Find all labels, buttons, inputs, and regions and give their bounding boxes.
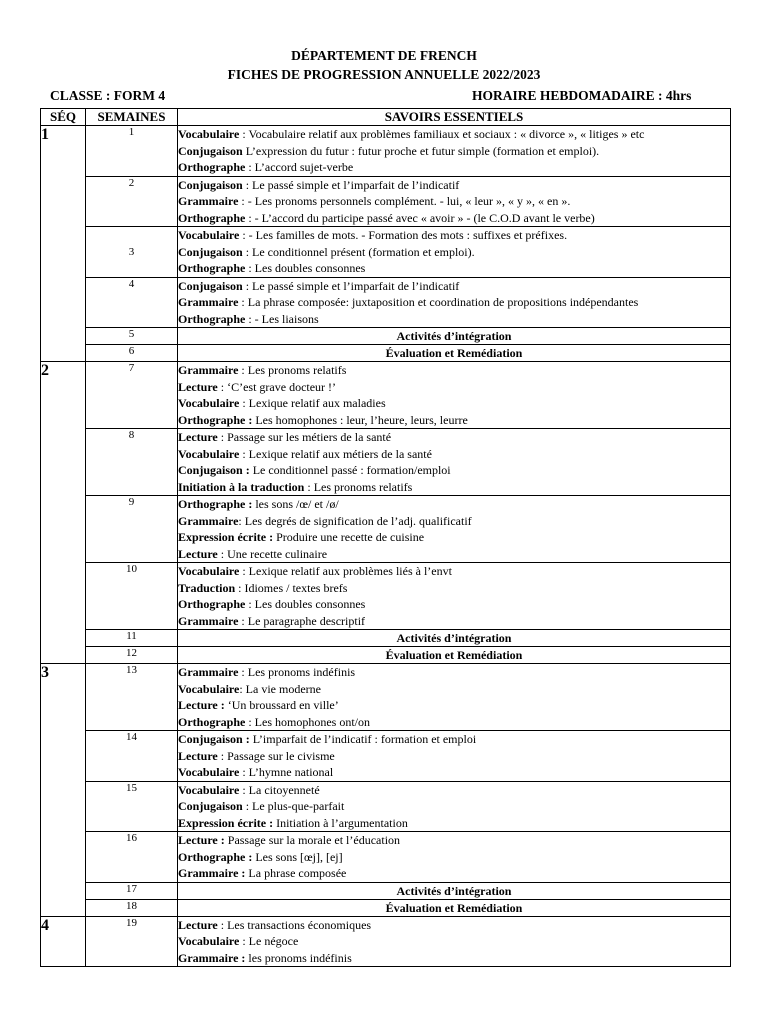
table-row-special [41,328,731,345]
subject-text: : Les pronoms indéfinis [238,665,356,679]
subject-text: Produire une recette de cuisine [273,530,425,544]
department-title: DÉPARTEMENT DE FRENCH [291,48,477,63]
subject-text: les pronoms indéfinis [245,950,352,965]
subject-label: Vocabulaire [178,564,240,578]
table-row-special [41,345,731,362]
subject-label: Lecture [178,546,218,561]
subject-label: Grammaire [178,513,239,528]
subject-label: Vocabulaire [178,782,240,797]
savoir-line [178,714,730,731]
subject-label: Grammaire [178,665,239,679]
savoir-line [178,462,730,479]
savoir-line [178,362,730,379]
savoirs-cell [178,277,731,328]
subject-label: Orthographe [178,261,246,275]
savoir-line [178,294,730,311]
subject-label: Conjugaison [178,278,243,293]
table-row [41,832,731,883]
savoir-line [178,260,730,277]
savoir-line [178,159,730,176]
table-row [41,496,731,563]
table-row-special [41,647,731,664]
savoir-line [178,865,730,882]
sequence-number: 4 [41,916,86,967]
subject-text: L’imparfait de l’indicatif : formation et emploi [249,732,477,746]
savoir-line [178,697,730,714]
subject-text: : Le passé simple et l’imparfait de l’indicatif [242,177,460,192]
subject-text: : Les doubles consonnes [245,597,366,611]
subject-label: Conjugaison [178,143,243,158]
subject-text: : Les homophones ont/on [245,714,371,729]
subject-label: Grammaire [178,363,239,377]
savoirs-cell [178,916,731,967]
subject-label: Grammaire : [178,866,246,880]
subject-label: Orthographe [178,311,246,326]
subject-text: : ‘C’est grave docteur !’ [217,379,337,394]
subject-text: : Passage sur les métiers de la santé [217,430,392,444]
week-number: 8 [86,429,178,496]
savoir-line [178,143,730,160]
special-activity: Évaluation et Remédiation [178,647,731,664]
savoirs-cell [178,126,731,177]
savoir-line [178,798,730,815]
special-activity: Activités d’intégration [178,882,731,899]
savoir-line [178,950,730,967]
subject-label: Conjugaison : [178,463,250,477]
table-row [41,429,731,496]
table-row [41,664,731,731]
savoir-line [178,764,730,781]
subject-label: Orthographe : [178,849,253,864]
subject-text: : Le conditionnel présent (formation et emploi). [242,244,475,259]
table-row-special [41,899,731,916]
subject-text: : Le passé simple et l’imparfait de l’indicatif [242,278,460,293]
subject-label: Conjugaison : [178,732,250,746]
subject-label: Lecture [178,748,218,763]
subject-label: Vocabulaire [178,681,240,696]
week-number: 9 [86,496,178,563]
savoir-line [178,479,730,496]
subject-text: : Les pronoms relatifs [304,479,413,494]
savoir-line [178,782,730,799]
savoir-line [178,596,730,613]
header-seq: SÉQ [41,109,86,126]
subject-text: : Une recette culinaire [217,546,328,561]
savoirs-cell [178,227,731,278]
subject-text: Le conditionnel passé : formation/emploi [249,463,451,477]
table-row [41,176,731,227]
subject-text: L’expression du futur : futur proche et futur simple (formation et emploi). [242,143,600,158]
week-number: 3 [86,227,178,278]
subject-label: Orthographe [178,210,246,225]
subject-label: Vocabulaire [178,396,240,410]
subject-text: : Les degrés de signification de l’adj. qualificatif [238,513,472,528]
savoir-line [178,563,730,580]
subject-label: Orthographe [178,597,246,611]
savoir-line [178,412,730,429]
subject-label: Grammaire [178,194,239,208]
savoir-line [178,832,730,849]
week-number: 11 [86,630,178,647]
table-row [41,362,731,429]
subject-text: : Les pronoms relatifs [238,363,347,377]
progression-table [40,108,731,967]
subject-text: : Les transactions économiques [217,917,372,932]
subject-text: Initiation à l’argumentation [273,815,408,830]
subject-label: Lecture [178,917,218,932]
header-savoirs: SAVOIRS ESSENTIELS [178,109,731,126]
savoir-line [178,546,730,563]
savoirs-cell [178,429,731,496]
subject-text: : Passage sur le civisme [217,748,335,763]
week-number: 6 [86,345,178,362]
week-number: 14 [86,731,178,782]
week-number: 12 [86,647,178,664]
savoirs-cell [178,664,731,731]
subject-text: : La vie moderne [239,681,321,696]
savoir-line [178,496,730,513]
sequence-number: 3 [41,664,86,917]
subject-text: : Les doubles consonnes [245,261,366,275]
savoir-line [178,210,730,227]
subject-text: Les sons [œj], [ej] [252,849,343,864]
savoir-line [178,613,730,630]
subject-text: : - Les pronoms personnels complément. - lui, « leur », « y », « en ». [238,194,571,208]
week-number: 15 [86,781,178,832]
subject-text: : Le plus-que-parfait [242,799,345,813]
subject-label: Traduction [178,580,236,595]
subject-label: Grammaire [178,613,239,628]
subject-text: : Lexique relatif aux problèmes liés à l’envt [239,564,452,578]
subject-text: : La phrase composée: juxtaposition et coordination de propositions indépendantes [238,295,639,309]
savoir-line [178,278,730,295]
subject-text: : Vocabulaire relatif aux problèmes familiaux et sociaux : « divorce », « litiges » etc [239,127,645,141]
special-activity: Activités d’intégration [178,630,731,647]
week-number: 5 [86,328,178,345]
table-row-special [41,630,731,647]
savoirs-cell [178,176,731,227]
subject-label: Lecture [178,430,218,444]
subject-text: : L’accord sujet-verbe [245,160,354,174]
subject-text: : La citoyenneté [239,782,320,797]
savoir-line [178,126,730,143]
subject-text: : Le paragraphe descriptif [238,613,366,628]
savoir-line [178,681,730,698]
table-row [41,126,731,177]
subject-label: Vocabulaire [178,228,240,242]
table-body [41,126,731,967]
subject-text: : - L’accord du participe passé avec « avoir » - (le C.O.D avant le verbe) [245,210,595,225]
week-number: 10 [86,563,178,630]
table-row [41,277,731,328]
subject-label: Grammaire [178,295,239,309]
subject-label: Vocabulaire [178,446,240,461]
savoirs-cell [178,496,731,563]
week-number: 18 [86,899,178,916]
subject-text: : - Les liaisons [245,311,319,326]
week-number: 1 [86,126,178,177]
savoir-line [178,513,730,530]
savoir-line [178,177,730,194]
table-row [41,781,731,832]
subject-label: Orthographe [178,714,246,729]
subject-label: Expression écrite : [178,815,274,830]
subject-label: Lecture : [178,698,225,712]
subject-text: : Le négoce [239,934,299,948]
table-row [41,731,731,782]
savoir-line [178,446,730,463]
savoirs-cell [178,362,731,429]
document-subtitle: FICHES DE PROGRESSION ANNUELLE 2022/2023 [227,67,541,82]
special-activity: Évaluation et Remédiation [178,899,731,916]
sequence-number: 2 [41,362,86,664]
savoir-line [178,731,730,748]
subject-text: : Idiomes / textes brefs [235,580,348,595]
subject-text: Passage sur la morale et l’éducation [224,833,401,847]
week-number: 2 [86,176,178,227]
subject-label: Orthographe : [178,497,253,511]
subject-label: Lecture : [178,833,225,847]
table-row [41,916,731,967]
subject-label: Grammaire : [178,950,246,965]
subject-text: : L’hymne national [239,765,334,779]
savoirs-cell [178,563,731,630]
table-row-special [41,882,731,899]
savoir-line [178,664,730,681]
savoir-line [178,429,730,446]
savoir-line [178,529,730,546]
savoir-line [178,748,730,765]
subject-label: Conjugaison [178,177,243,192]
subject-text: les sons /œ/ et /ø/ [252,497,339,511]
savoirs-cell [178,731,731,782]
subject-label: Orthographe : [178,412,253,427]
week-number: 17 [86,882,178,899]
savoir-line [178,193,730,210]
week-number: 19 [86,916,178,967]
table-row [41,563,731,630]
subject-text: ‘Un broussard en ville’ [224,698,339,712]
subject-text: : Lexique relatif aux maladies [239,396,386,410]
subject-label: Vocabulaire [178,127,240,141]
special-activity: Évaluation et Remédiation [178,345,731,362]
week-number: 16 [86,832,178,883]
subject-label: Conjugaison [178,799,243,813]
savoirs-cell [178,832,731,883]
class-label: CLASSE : FORM 4 [50,88,166,103]
subject-text: Les homophones : leur, l’heure, leurs, leurre [252,412,468,427]
subject-label: Vocabulaire [178,765,240,779]
subject-label: Lecture [178,379,218,394]
header-weeks: SEMAINES [86,109,178,126]
weekly-hours-label: HORAIRE HEBDOMADAIRE : 4hrs [472,88,692,103]
savoir-line [178,244,730,261]
savoir-line [178,311,730,328]
savoir-line [178,227,730,244]
savoir-line [178,395,730,412]
subject-text: La phrase composée [245,866,347,880]
subject-text: : Lexique relatif aux métiers de la santé [239,446,432,461]
subject-label: Expression écrite : [178,530,274,544]
savoir-line [178,815,730,832]
subject-label: Vocabulaire [178,934,240,948]
table-row [41,227,731,278]
week-number: 13 [86,664,178,731]
sequence-number: 1 [41,126,86,362]
savoir-line [178,917,730,934]
subject-label: Initiation à la traduction [178,479,305,494]
subject-text: : - Les familles de mots. - Formation des mots : suffixes et préfixes. [239,228,568,242]
savoir-line [178,580,730,597]
savoir-line [178,933,730,950]
week-number: 4 [86,277,178,328]
savoirs-cell [178,781,731,832]
special-activity: Activités d’intégration [178,328,731,345]
table-header-row [41,109,731,126]
savoir-line [178,379,730,396]
week-number: 7 [86,362,178,429]
subject-label: Orthographe [178,160,246,174]
subject-label: Conjugaison [178,244,243,259]
savoir-line [178,849,730,866]
